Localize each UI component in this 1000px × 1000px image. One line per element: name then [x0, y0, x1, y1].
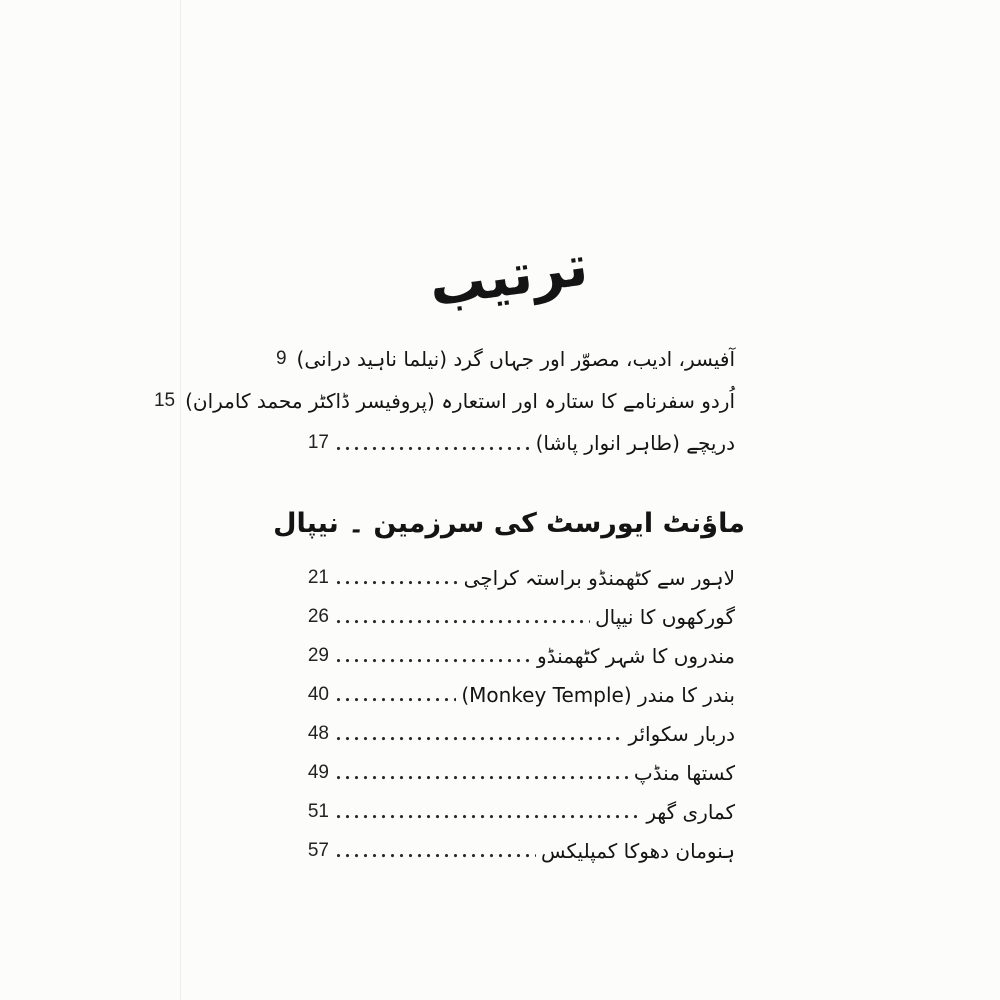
toc-entry-title: بندر کا مندر (Monkey Temple) [461, 682, 735, 707]
toc-page-number: 51 [307, 800, 329, 822]
toc-entry [283, 597, 735, 636]
toc-page-number: 9 [275, 348, 287, 369]
toc-entry-title: آفیسر، ادیب، مصوّر اور جہاں گرد (نیلما ناہید درانی) [296, 347, 735, 371]
toc-entry [283, 714, 735, 753]
title-block [283, 226, 735, 326]
toc-page-number: 49 [307, 761, 329, 783]
dotted-leader [334, 753, 629, 792]
toc-page-number: 26 [307, 605, 329, 627]
toc-entry-title: دریچے (طاہر انوار پاشا) [535, 431, 735, 455]
dotted-leader [334, 831, 536, 870]
chapter-toc-list [283, 558, 735, 870]
toc-entry [283, 675, 735, 714]
toc-page-number: 48 [307, 722, 329, 744]
toc-entry-title: اُردو سفرنامے کا ستارہ اور استعارہ (پروفیسر ڈاکٹر محمد کامران) [185, 389, 735, 413]
dotted-leader [334, 636, 532, 675]
toc-page-number: 57 [307, 839, 329, 861]
front-matter-toc-list [153, 338, 735, 464]
dotted-leader [334, 597, 590, 636]
toc-entry-title: گورکھوں کا نیپال [595, 604, 735, 629]
toc-entry-title: لاہور سے کٹھمنڈو براستہ کراچی [463, 565, 735, 590]
dotted-leader [334, 792, 641, 831]
section-heading-block [253, 494, 765, 552]
dotted-leader [334, 714, 623, 753]
dotted-leader [334, 558, 459, 597]
toc-entry-title: کماری گھر [646, 799, 735, 824]
toc-entry [283, 558, 735, 597]
toc-page-number: 15 [153, 390, 176, 411]
toc-page-number: 17 [307, 432, 329, 453]
toc-page-number: 21 [307, 566, 329, 588]
toc-entry [283, 753, 735, 792]
toc-entry [283, 831, 735, 870]
toc-entry [153, 380, 735, 422]
contents-title: ترتیب [425, 232, 593, 320]
dotted-leader [334, 422, 531, 464]
toc-page-number: 29 [307, 644, 329, 666]
toc-entry-title: مندروں کا شہر کٹھمنڈو [537, 643, 735, 668]
toc-entry [283, 422, 735, 464]
toc-entry-title: دربار سکوائر [628, 721, 735, 746]
section-heading: ماؤنٹ ایورسٹ کی سرزمین ۔ نیپال [273, 507, 745, 539]
toc-page-number: 40 [307, 683, 329, 705]
toc-entry [283, 792, 735, 831]
page-fold-line [180, 0, 181, 1000]
toc-entry [275, 338, 735, 380]
toc-entry-title: ہنومان دھوکا کمپلیکس [540, 838, 735, 863]
toc-entry [283, 636, 735, 675]
dotted-leader [334, 675, 456, 714]
toc-entry-title: کستھا منڈپ [633, 760, 735, 785]
